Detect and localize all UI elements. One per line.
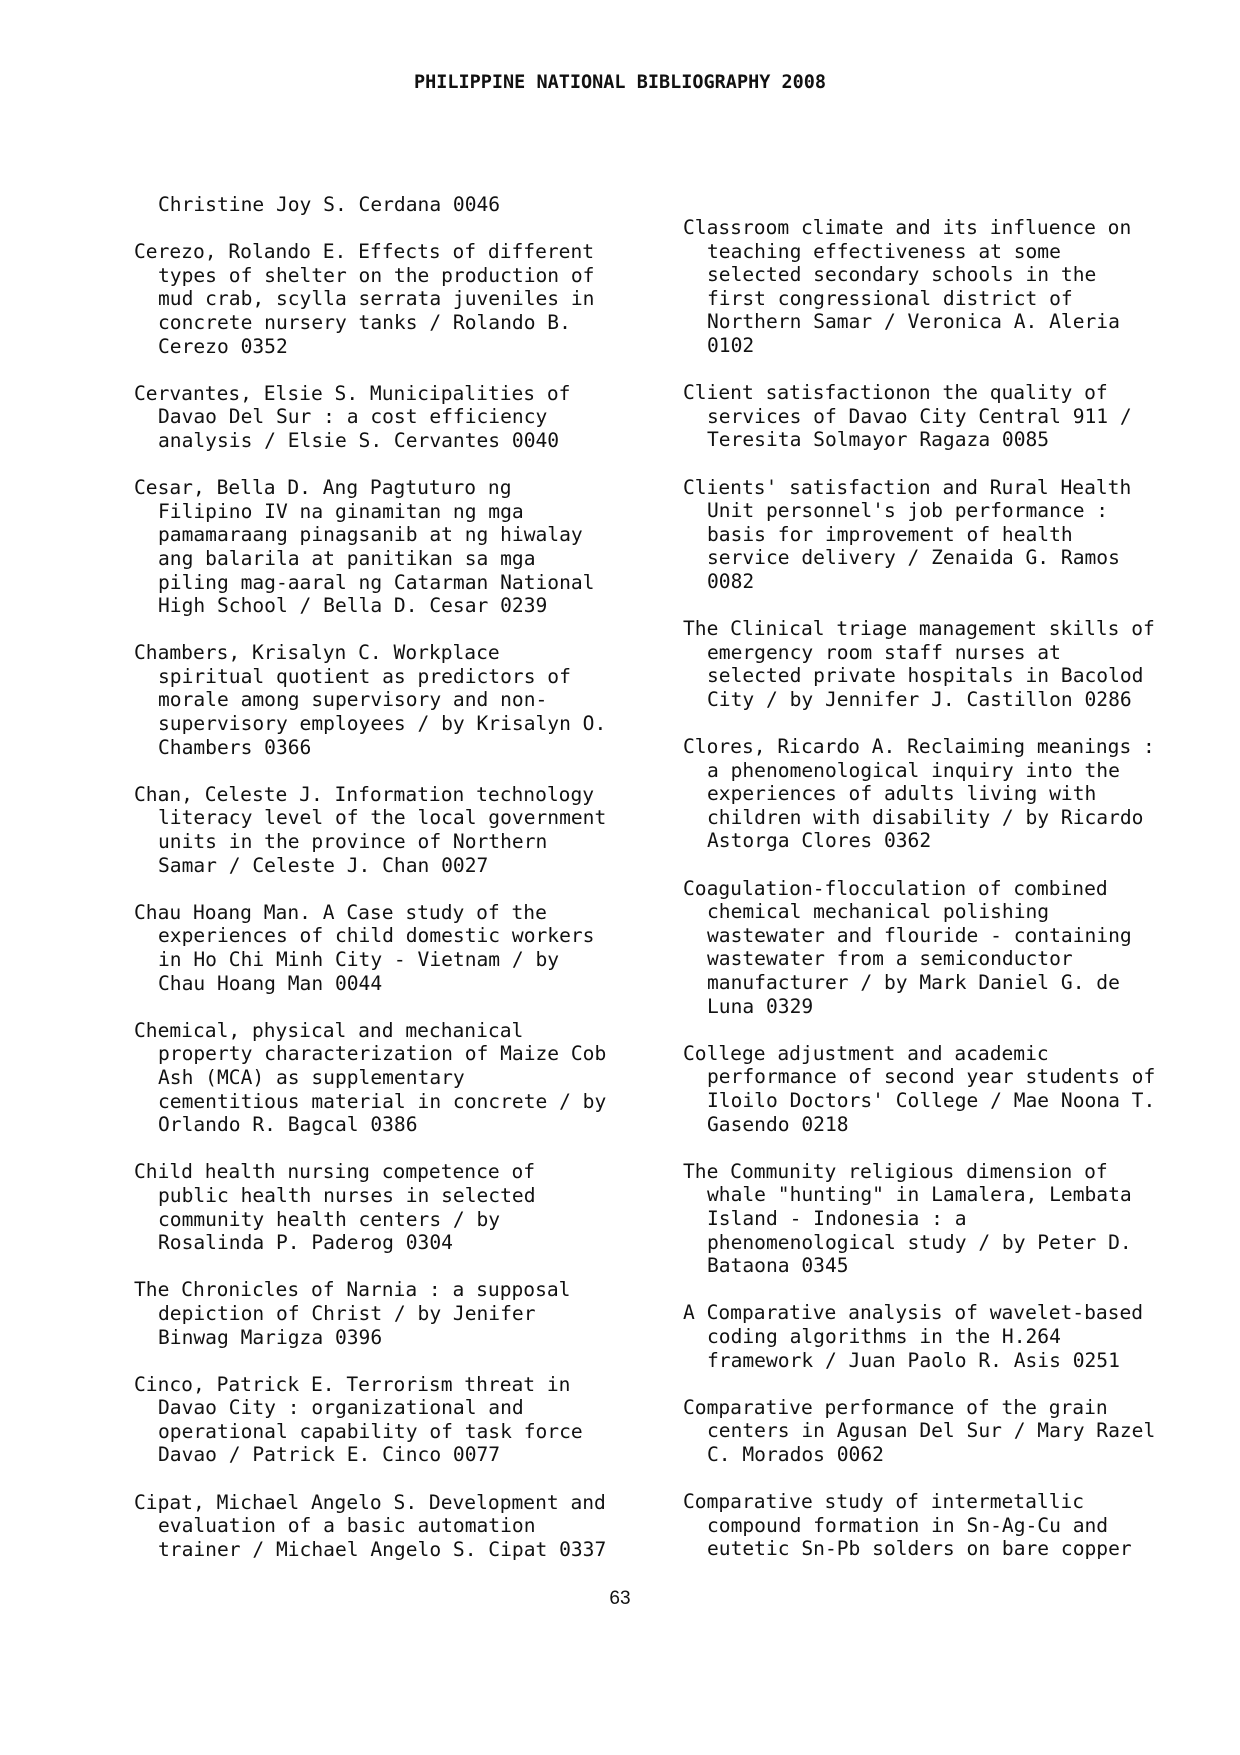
bibliography-entry: Chan, Celeste J. Information technology literacy level of the local government units in the province of Northern Samar / Celeste J. Chan 0027: [134, 782, 607, 877]
bibliography-entry: Chemical, physical and mechanical property characterization of Maize Cob Ash (MCA) as supplementary cementitious material in concrete / by Orlando R. Bagcal 0386: [134, 1018, 607, 1137]
bibliography-entry: Classroom climate and its influence on teaching effectiveness at some selected secondary schools in the first congressional district of Northern Samar / Veronica A. Aleria 0102: [683, 216, 1132, 357]
bibliography-entry: Client satisfactionon the quality of services of Davao City Central 911 / Teresita Solmayor Ragaza 0085: [683, 381, 1132, 452]
bibliography-entry: Cinco, Patrick E. Terrorism threat in Davao City : organizational and operational capability of task force Davao / Patrick E. Cinco 0077: [134, 1372, 583, 1467]
bibliography-entry: The Chronicles of Narnia : a supposal depiction of Christ / by Jenifer Binwag Marigza 0396: [134, 1278, 571, 1349]
bibliography-entry: The Community religious dimension of whale "hunting" in Lamalera, Lembata Island - Indonesia : a phenomenological study / by Peter D. Bataona 0345: [683, 1159, 1132, 1278]
page-number: 63: [609, 1588, 631, 1609]
bibliography-entry: Clores, Ricardo A. Reclaiming meanings : a phenomenological inquiry into the experiences of adults living with children with disability / by Ricardo Astorga Clores 0362: [683, 735, 1155, 853]
bibliography-entry: The Clinical triage management skills of emergency room staff nurses at selected private hospitals in Bacolod City / by Jennifer J. Castillon 0286: [683, 617, 1155, 711]
bibliography-entry: Comparative study of intermetallic compound formation in Sn-Ag-Cu and eutetic Sn-Pb solders on bare copper: [683, 1490, 1132, 1561]
bibliography-entry: Comparative performance of the grain centers in Agusan Del Sur / Mary Razel C. Morados 0062: [683, 1395, 1156, 1466]
bibliography-entry: College adjustment and academic performance of second year students of Iloilo Doctors' College / Mae Noona T. Gasendo 0218: [683, 1041, 1156, 1136]
bibliography-entry: Cipat, Michael Angelo S. Development and evaluation of a basic automation trainer / Michael Angelo S. Cipat 0337: [134, 1490, 607, 1561]
bibliography-entry: Coagulation-flocculation of combined chemical mechanical polishing wastewater and flouride - containing wastewater from a semiconductor manufacturer / by Mark Daniel G. de Luna 0329: [683, 876, 1132, 1018]
left-column: [134, 193, 654, 1585]
bibliography-entry: Cerezo, Rolando E. Effects of different types of shelter on the production of mud crab, scylla serrata juveniles in concrete nursery tanks / Rolando B. Cerezo 0352: [134, 240, 595, 358]
right-column: [683, 216, 1203, 1584]
bibliography-entry: Clients' satisfaction and Rural Health Unit personnel's job performance : basis for improvement of health service delivery / Zenaida G. Ramos 0082: [683, 475, 1132, 593]
bibliography-entry-continuation: Christine Joy S. Cerdana 0046: [158, 193, 501, 216]
bibliography-entry: Chau Hoang Man. A Case study of the experiences of child domestic workers in Ho Chi Minh City - Vietnam / by Chau Hoang Man 0044: [134, 900, 595, 995]
bibliography-entry: Cervantes, Elsie S. Municipalities of Davao Del Sur : a cost efficiency analysis / Elsie S. Cervantes 0040: [134, 381, 571, 452]
bibliography-entry: Chambers, Krisalyn C. Workplace spiritual quotient as predictors of morale among supervisory and non- supervisory employees / by Krisalyn O. Chambers 0366: [134, 641, 607, 759]
bibliography-entry: Cesar, Bella D. Ang Pagtuturo ng Filipino IV na ginamitan ng mga pamamaraang pinagsanib at ng hiwalay ang balarila at panitikan sa mga piling mag-aaral ng Catarman National High School / Bella D. Cesar 0239: [134, 476, 595, 618]
bibliography-entry: A Comparative analysis of wavelet-based coding algorithms in the H.264 framework / Juan Paolo R. Asis 0251: [683, 1301, 1144, 1372]
page-header: PHILIPPINE NATIONAL BIBLIOGRAPHY 2008: [413, 72, 827, 93]
bibliography-entry: Child health nursing competence of public health nurses in selected community health centers / by Rosalinda P. Paderog 0304: [134, 1160, 536, 1255]
